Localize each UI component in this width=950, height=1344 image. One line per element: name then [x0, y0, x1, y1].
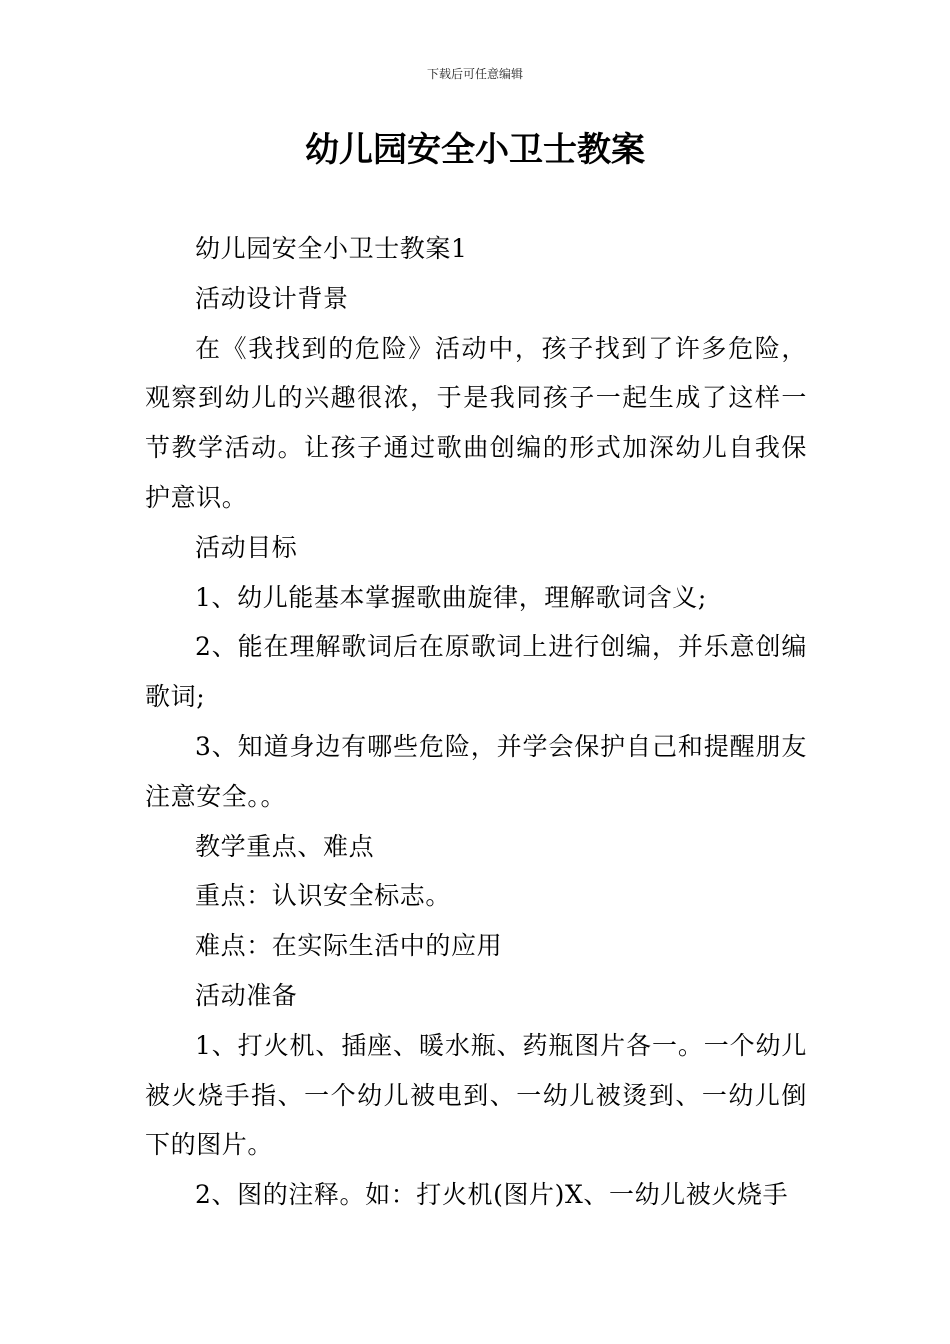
- subheading-background: 活动设计背景: [195, 283, 349, 313]
- header-note: 下载后可任意编辑: [426, 67, 523, 81]
- paragraph: 难点：在实际生活中的应用: [195, 931, 503, 961]
- paragraph: 重点：认识安全标志。: [195, 881, 452, 911]
- list-item: 1、幼儿能基本掌握歌曲旋律，理解歌词含义;: [195, 582, 707, 612]
- document-body: [145, 224, 807, 1220]
- list-item: 2、能在理解歌词后在原歌词上进行创编，并乐意创编歌词;: [145, 632, 807, 712]
- list-item: 2、图的注释。如：打火机(图片)X、一幼儿被火烧手: [195, 1180, 789, 1210]
- paragraph: 在《我找到的危险》活动中，孩子找到了许多危险，观察到幼儿的兴趣很浓，于是我同孩子一起生成了这样一节教学活动。让孩子通过歌曲创编的形式加深幼儿自我保护意识。: [145, 333, 807, 512]
- document-title: 幼儿园安全小卫士教案: [305, 130, 645, 170]
- list-item: 1、打火机、插座、暖水瓶、药瓶图片各一。一个幼儿被火烧手指、一个幼儿被电到、一幼儿被烫到、一幼儿倒下的图片。: [145, 1030, 807, 1160]
- subheading-key-points: 教学重点、难点: [195, 831, 375, 861]
- list-item: 3、知道身边有哪些危险，并学会保护自己和提醒朋友注意安全。。: [145, 731, 807, 811]
- section-heading: 幼儿园安全小卫士教案1: [195, 234, 468, 263]
- subheading-preparation: 活动准备: [195, 980, 298, 1010]
- subheading-goals: 活动目标: [195, 532, 298, 562]
